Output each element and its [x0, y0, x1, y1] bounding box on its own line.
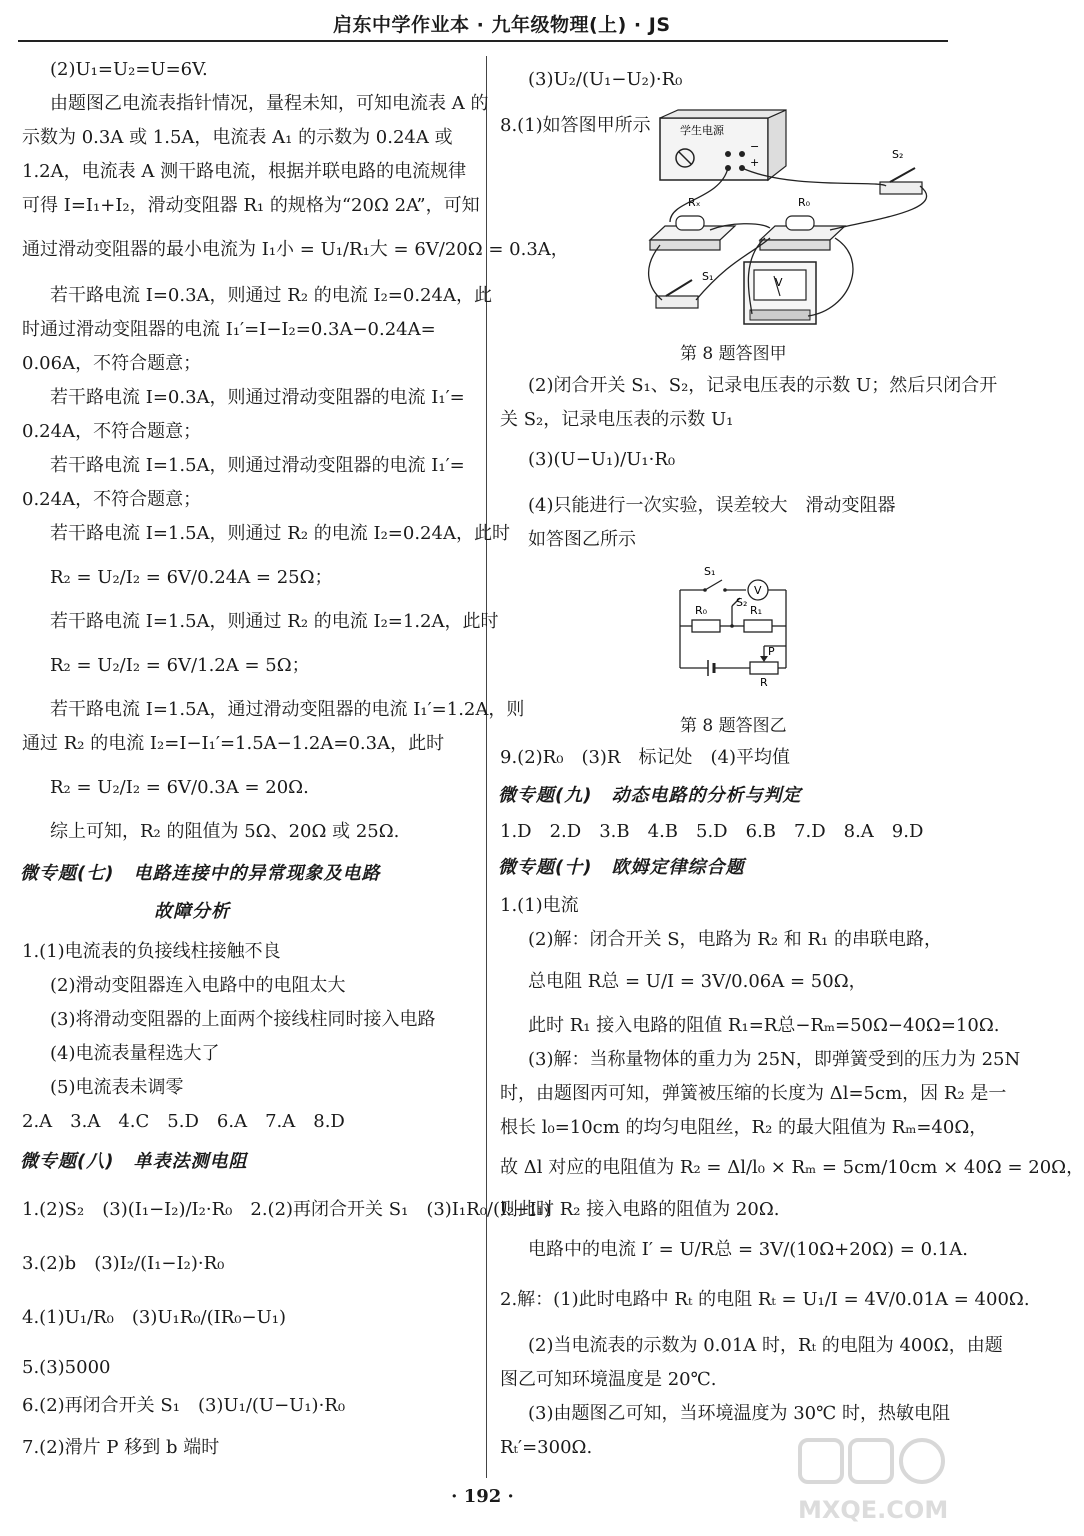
text-line: 综上可知，R₂ 的阻值为 5Ω、20Ω 或 25Ω. [50, 821, 400, 842]
svg-text:−: − [750, 140, 760, 153]
svg-text:+: + [750, 156, 760, 169]
supply-label: 学生电源 [680, 124, 724, 137]
page-title: 启东中学作业本 · 九年级物理(上) · JS [333, 14, 671, 36]
page-header [0, 0, 965, 46]
answer-line: 1.(2)S₂ (3)(I₁−I₂)/I₂·R₀ 2.(2)再闭合开关 S₁ (3)I₁R₀/(I₂−I₁) [22, 1199, 551, 1220]
text-line: 图乙可知环境温度是 20℃. [500, 1369, 717, 1390]
switch-s1 [656, 296, 698, 308]
text-line: 0.06A，不符合题意； [22, 353, 202, 374]
page-number: · 192 · [451, 1486, 514, 1507]
resistor-r0 [692, 620, 720, 632]
formula-line: 2.解：(1)此时电路中 Rₜ 的电阻 Rₜ = U₁/I = 4V/0.01A = 400Ω. [500, 1289, 1030, 1310]
section-10-title: 微专题(十) 欧姆定律综合题 [498, 857, 745, 878]
text-line: 则此时 R₂ 接入电路的阻值为 20Ω. [500, 1199, 780, 1220]
figure-8a-caption: 第 8 题答图甲 [680, 344, 787, 364]
text-line: 若干路电流 I=1.5A，则通过 R₂ 的电流 I₂=1.2A，此时 [50, 611, 499, 632]
list-item: (3)将滑动变阻器的上面两个接线柱同时接入电路 [50, 1009, 436, 1030]
section-8-title: 微专题(八) 单表法测电阻 [20, 1151, 248, 1172]
text-line: 0.24A，不符合题意； [22, 489, 202, 510]
list-item: (2)滑动变阻器连入电路中的电阻太大 [50, 975, 346, 996]
text-line: 若干路电流 I=0.3A，则通过滑动变阻器的电流 I₁′= [50, 387, 465, 408]
text-line: 根长 l₀=10cm 的均匀电阻丝，R₂ 的最大阻值为 Rₘ=40Ω， [500, 1117, 988, 1138]
formula-line: R₂ = U₂/I₂ = 6V/0.24A = 25Ω； [50, 567, 333, 588]
figure-8a [640, 110, 960, 330]
s2-label: S₂ [892, 148, 904, 161]
text-line: 若干路电流 I=1.5A，通过滑动变阻器的电流 I₁′=1.2A，则 [50, 699, 525, 720]
text-line: 时通过滑动变阻器的电流 I₁′=I−I₂=0.3A−0.24A= [22, 319, 436, 340]
text-line: (3)由题图乙可知，当环境温度为 30℃ 时，热敏电阻 [528, 1403, 950, 1424]
r1-label: R₁ [750, 604, 763, 617]
v-label: V [754, 584, 762, 597]
text-line: (3)解：当称量物体的重力为 25N，即弹簧受到的压力为 25N [528, 1049, 1021, 1070]
formula-line: 故 Δl 对应的电阻值为 R₂ = Δl/l₀ × Rₘ = 5cm/10cm × 40Ω = 20Ω， [500, 1157, 1084, 1178]
formula-line: 总电阻 R总 = U/I = 3V/0.06A = 50Ω， [528, 971, 867, 992]
s1-label: S₁ [702, 270, 714, 283]
formula-line: (3)U₂/(U₁−U₂)·R₀ [528, 69, 683, 90]
answer-line: 2.A 3.A 4.C 5.D 6.A 7.A 8.D [22, 1111, 345, 1132]
text-line: (2)解：闭合开关 S，电路为 R₂ 和 R₁ 的串联电路， [528, 929, 942, 950]
text-line: 通过滑动变阻器的最小电流为 I₁小 = U₁/R₁大 = 6V/20Ω = 0.3A， [22, 239, 569, 260]
section-9-title: 微专题(九) 动态电路的分析与判定 [498, 785, 802, 806]
formula-line: 电路中的电流 I′ = U/R总 = 3V/(10Ω+20Ω) = 0.1A. [528, 1239, 968, 1260]
rx-label: Rₓ [688, 196, 701, 209]
list-item: (5)电流表未调零 [50, 1077, 184, 1098]
p-label: P [768, 645, 775, 658]
column-divider [486, 56, 487, 1478]
rheostat [750, 662, 778, 674]
resistor-r0 [786, 216, 814, 230]
text-line: (2)闭合开关 S₁、S₂，记录电压表的示数 U；然后只闭合开 [528, 375, 998, 396]
r0-label: R₀ [695, 604, 708, 617]
formula-line: R₂ = U₂/I₂ = 6V/1.2A = 5Ω； [50, 655, 310, 676]
resistor-r1 [744, 620, 772, 632]
text-line: 8.(1)如答图甲所示 [500, 115, 651, 136]
list-item: 1.(1)电流表的负接线柱接触不良 [22, 941, 281, 962]
text-line: 可得 I=I₁+I₂，滑动变阻器 R₁ 的规格为“20Ω 2A”，可知 [22, 195, 480, 216]
r-label: R [760, 676, 768, 689]
text-line: 通过 R₂ 的电流 I₂=I−I₁′=1.5A−1.2A=0.3A，此时 [22, 733, 445, 754]
circuit-photo-diagram [640, 110, 960, 330]
answer-line: 9.(2)R₀ (3)R 标记处 (4)平均值 [500, 747, 790, 768]
watermark-icon [792, 1436, 952, 1528]
resistor-rx [676, 216, 704, 230]
text-line: 若干路电流 I=0.3A，则通过 R₂ 的电流 I₂=0.24A，此 [50, 285, 492, 306]
text-line: 时，由题图丙可知，弹簧被压缩的长度为 Δl=5cm，因 R₂ 是一 [500, 1083, 1007, 1104]
text-line: 0.24A，不符合题意； [22, 421, 202, 442]
text-line: 1.(1)电流 [500, 895, 579, 916]
figure-8b [670, 562, 800, 689]
answer-line: 6.(2)再闭合开关 S₁ (3)U₁/(U−U₁)·R₀ [22, 1395, 346, 1416]
header-rule [18, 40, 948, 42]
answer-line: 4.(1)U₁/R₀ (3)U₁R₀/(IR₀−U₁) [22, 1307, 286, 1328]
text-line: 若干路电流 I=1.5A，则通过滑动变阻器的电流 I₁′= [50, 455, 465, 476]
voltmeter-label: V [775, 276, 783, 289]
answer-line: 5.(3)5000 [22, 1357, 111, 1378]
formula-line: R₂ = U₂/I₂ = 6V/0.3A = 20Ω. [50, 777, 309, 798]
text-line: 若干路电流 I=1.5A，则通过 R₂ 的电流 I₂=0.24A，此时 [50, 523, 510, 544]
figure-8b-caption: 第 8 题答图乙 [680, 716, 787, 736]
text-line: 由题图乙电流表指针情况，量程未知，可知电流表 A 的 [50, 93, 489, 114]
watermark-logo [792, 1436, 952, 1528]
answer-line: 3.(2)b (3)I₂/(I₁−I₂)·R₀ [22, 1253, 225, 1274]
text-line: 1.2A，电流表 A 测干路电流，根据并联电路的电流规律 [22, 161, 467, 182]
section-7-title: 微专题(七) 电路连接中的异常现象及电路 [20, 863, 381, 884]
answer-line: 7.(2)滑片 P 移到 b 端时 [22, 1437, 220, 1458]
section-7-title-cont: 故障分析 [154, 901, 230, 922]
svg-text:MXQE.COM: MXQE.COM [798, 1496, 949, 1524]
s2-label: S₂ [736, 596, 748, 609]
answer-line: 1.D 2.D 3.B 4.B 5.D 6.B 7.D 8.A 9.D [500, 821, 924, 842]
circuit-schematic [670, 562, 800, 689]
text-line: (4)只能进行一次实验，误差较大 滑动变阻器 [528, 495, 896, 516]
text-line: 此时 R₁ 接入电路的阻值 R₁=R总−Rₘ=50Ω−40Ω=10Ω. [528, 1015, 1000, 1036]
switch-s2 [880, 182, 922, 194]
switch-s1 [705, 580, 722, 590]
r0-label: R₀ [798, 196, 811, 209]
text-line: 示数为 0.3A 或 1.5A，电流表 A₁ 的示数为 0.24A 或 [22, 127, 453, 148]
text-line: (2)U₁=U₂=U=6V. [50, 59, 208, 80]
text-line: Rₜ′=300Ω. [500, 1437, 593, 1458]
list-item: (4)电流表量程选大了 [50, 1043, 220, 1064]
text-line: 关 S₂，记录电压表的示数 U₁ [500, 409, 734, 430]
formula-line: (3)(U−U₁)/U₁·R₀ [528, 449, 676, 470]
text-line: (2)当电流表的示数为 0.01A 时，Rₜ 的电阻为 400Ω，由题 [528, 1335, 1003, 1356]
s1-label: S₁ [704, 565, 716, 578]
text-line: 如答图乙所示 [528, 529, 636, 550]
